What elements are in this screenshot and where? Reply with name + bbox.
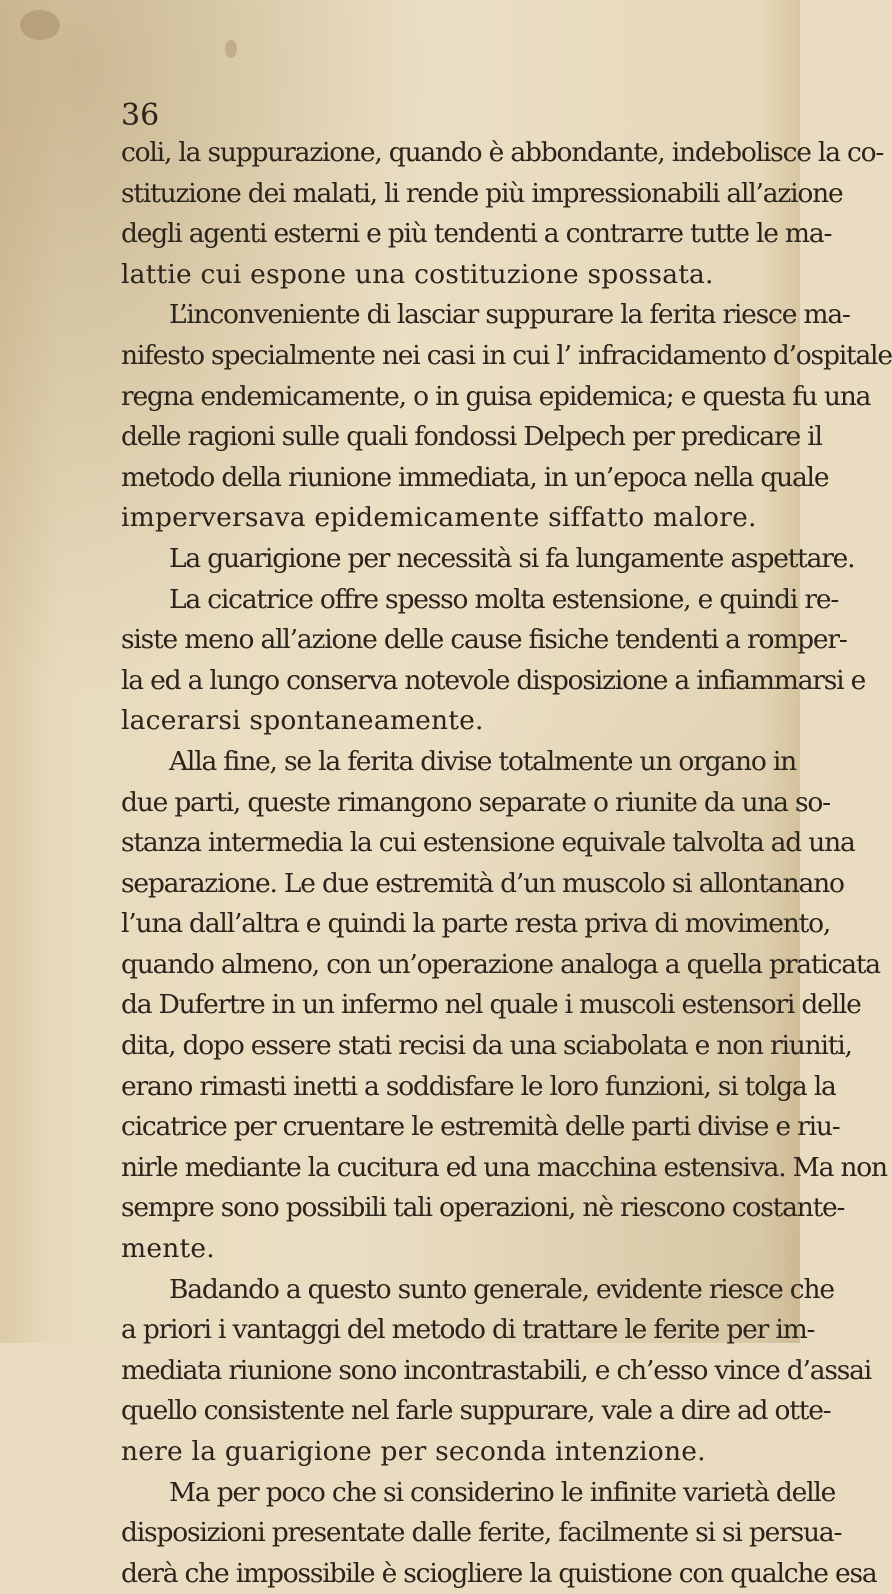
text-line: lattie cui espone una costituzione spossata. xyxy=(121,258,714,290)
paper-stain xyxy=(20,10,60,40)
text-line: delle ragioni sulle quali fondossi Delpech per predicare il xyxy=(121,421,822,453)
text-line: La cicatrice offre spesso molta estensione, e quindi re- xyxy=(169,583,839,615)
text-line: coli, la suppurazione, quando è abbondante, indebolisce la co- xyxy=(121,137,884,168)
text-line: sempre sono possibili tali operazioni, nè riescono costante- xyxy=(121,1192,845,1224)
text-line: mediata riunione sono incontrastabili, e ch’esso vince d’assai xyxy=(121,1354,872,1386)
page-number: 36 xyxy=(121,98,160,133)
text-line: separazione. Le due estremità d’un muscolo si allontanano xyxy=(121,867,844,899)
text-line: a priori i vantaggi del metodo di trattare le ferite per im- xyxy=(121,1314,815,1346)
text-line: l’una dall’altra e quindi la parte resta priva di movimento, xyxy=(121,908,831,940)
text-line: quello consistente nel farle suppurare, vale a dire ad otte- xyxy=(121,1395,831,1427)
text-line: dita, dopo essere stati recisi da una sciabolata e non riuniti, xyxy=(121,1030,852,1062)
text-line: nifesto specialmente nei casi in cui l’ infracidamento d’ospitale xyxy=(121,339,892,371)
text-line: La guarigione per necessità si fa lungamente aspettare. xyxy=(169,542,855,574)
text-line: stituzione dei malati, li rende più impressionabili all’azione xyxy=(121,177,843,209)
text-line: quando almeno, con un’operazione analoga a quella praticata xyxy=(121,948,880,980)
text-line: lacerarsi spontaneamente. xyxy=(121,705,484,737)
text-line: due parti, queste rimangono separate o riunite da una so- xyxy=(121,786,830,818)
text-line: imperversava epidemicamente siffatto malore. xyxy=(121,502,757,534)
text-line: erano rimasti inetti a soddisfare le loro funzioni, si tolga la xyxy=(121,1070,836,1102)
text-line: derà che impossibile è sciogliere la quistione con qualche esa xyxy=(121,1557,877,1589)
text-line: L’inconveniente di lasciar suppurare la ferita riesce ma- xyxy=(169,299,850,331)
text-body xyxy=(121,133,892,1594)
text-line: da Dufertre in un infermo nel quale i muscoli estensori delle xyxy=(121,989,861,1021)
text-line: cicatrice per cruentare le estremità delle parti divise e riu- xyxy=(121,1111,840,1143)
text-line: Ma per poco che si considerino le infinite varietà delle xyxy=(169,1476,836,1508)
text-line: Badando a questo sunto generale, evidente riesce che xyxy=(169,1273,834,1305)
text-line: mente. xyxy=(121,1233,215,1265)
text-line: disposizioni presentate dalle ferite, facilmente si si persua- xyxy=(121,1517,842,1549)
text-line: nirle mediante la cucitura ed una macchina estensiva. Ma non xyxy=(121,1151,887,1183)
text-line: Alla fine, se la ferita divise totalmente un organo in xyxy=(169,745,796,777)
text-line: la ed a lungo conserva notevole disposizione a infiammarsi e xyxy=(121,664,866,696)
text-line: regna endemicamente, o in guisa epidemica; e questa fu una xyxy=(121,380,871,412)
paper-stain xyxy=(225,40,237,58)
text-line: stanza intermedia la cui estensione equivale talvolta ad una xyxy=(121,827,855,859)
text-line: siste meno all’azione delle cause fisiche tendenti a romper- xyxy=(121,624,847,656)
text-line: nere la guarigione per seconda intenzione. xyxy=(121,1436,706,1467)
text-line: degli agenti esterni e più tendenti a contrarre tutte le ma- xyxy=(121,218,832,250)
text-line: metodo della riunione immediata, in un’epoca nella quale xyxy=(121,461,829,493)
